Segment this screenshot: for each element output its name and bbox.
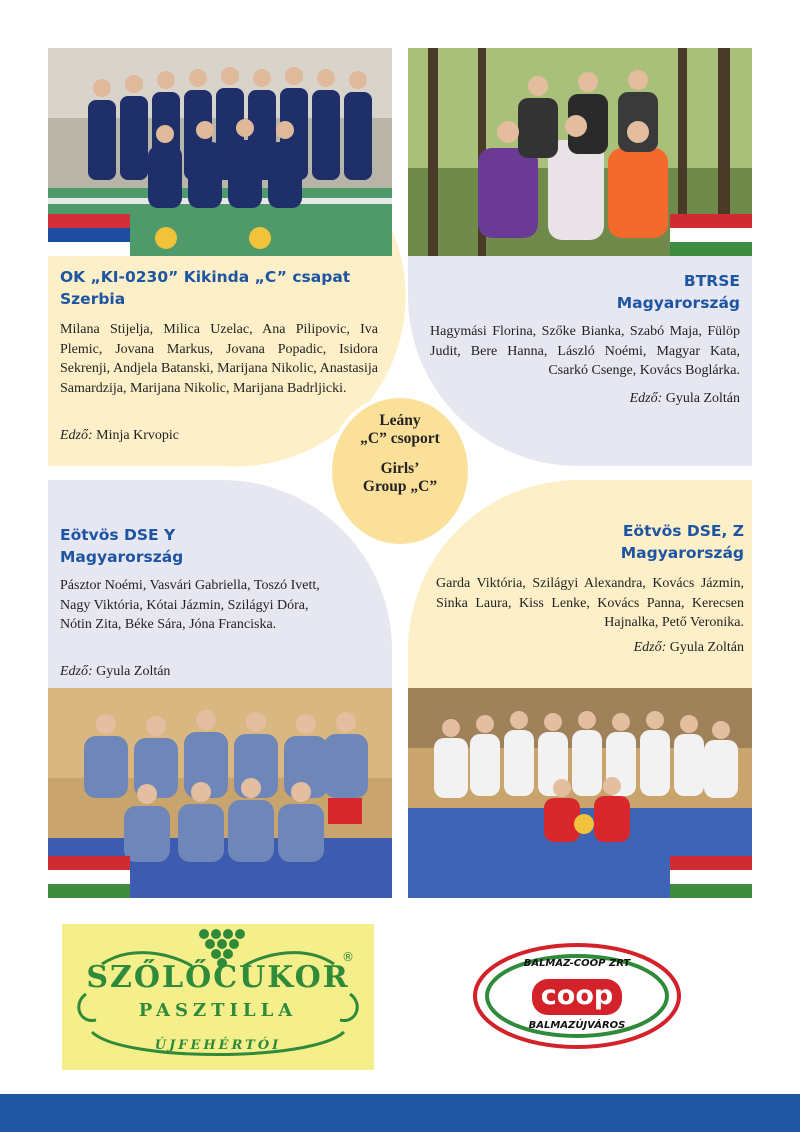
- footer-bar: [0, 1094, 800, 1132]
- team-2-title: [420, 270, 740, 314]
- szolocukor-wordmark: SZŐLŐCUKOR: [86, 960, 350, 995]
- team-2-name: BTRSE: [683, 272, 740, 290]
- hungary-flag-3: [670, 856, 752, 898]
- coach-label: Edző:: [60, 664, 93, 679]
- group-line-3: Girls’: [380, 460, 420, 477]
- team-2-members: Hagymási Florina, Szőke Bianka, Szabó Maja, Fülöp Judit, Bere Hanna, László Noémi, Magyar Kata, Csarkó Csenge, Kovács Boglárka.: [430, 324, 740, 378]
- szolocukor-origin: ÚJFEHÉRTÓI: [154, 1038, 282, 1053]
- coach-name: Gyula Zoltán: [96, 664, 171, 679]
- szolocukor-logo: [62, 924, 374, 1070]
- team-4-name: Eötvös DSE, Z: [622, 522, 744, 540]
- team-4-title: [420, 520, 744, 564]
- group-line-1: Leány: [379, 412, 421, 429]
- coop-top-text: BALMAZ-COOP ZRT: [523, 958, 631, 969]
- group-line-4: Group „C”: [362, 478, 438, 495]
- team-1-coach: [60, 428, 179, 444]
- coop-bottom-text: BALMAZÚJVÁROS: [528, 1020, 626, 1031]
- registered-mark: ®: [342, 950, 354, 964]
- coach-name: Minja Krvopic: [96, 428, 179, 443]
- hungary-flag-2: [48, 856, 130, 898]
- serbia-flag: [48, 214, 130, 256]
- coach-label: Edző:: [633, 640, 667, 655]
- team-4-members: Garda Viktória, Szilágyi Alexandra, Kovács Jázmin, Sinka Laura, Kiss Lenke, Kovács Panna, Kerecsen Hajnalka, Pető Veronika.: [436, 576, 744, 630]
- szolocukor-subtitle: PASZTILLA: [138, 1000, 298, 1021]
- team-2-coach: [420, 391, 740, 407]
- team-3-coach: [60, 664, 170, 680]
- team-3-country: Magyarország: [60, 548, 184, 566]
- team-3-members: Pásztor Noémi, Vasvári Gabriella, Toszó Ivett, Nagy Viktória, Kótai Jázmin, Szilágyi Dóra, Nótin Zita, Béke Sára, Jóna Franciska.: [60, 578, 320, 632]
- coach-name: Gyula Zoltán: [669, 640, 744, 655]
- coach-name: Gyula Zoltán: [665, 391, 740, 406]
- coop-logo: [472, 942, 682, 1050]
- team-3-name: Eötvös DSE Y: [60, 526, 176, 544]
- coach-label: Edző:: [60, 428, 93, 443]
- hungary-flag-1: [670, 214, 752, 256]
- team-1-title: [60, 266, 390, 310]
- coop-brand: coop: [540, 980, 614, 1011]
- team-1-country: Szerbia: [60, 290, 126, 308]
- team-1-name: OK „KI-0230” Kikinda „C” csapat: [60, 268, 351, 286]
- team-4-country: Magyarország: [620, 544, 744, 562]
- team-1-members: Milana Stijelja, Milica Uzelac, Ana Pilipovic, Iva Plemic, Jovana Markus, Jovana Popadic, Isidora Sekrenji, Andjela Batanski, Marijana Nikolic, Anastasija Samardzija, Marijana Nikolic, Marijana Badrljicki.: [60, 322, 378, 396]
- team-2-country: Magyarország: [616, 294, 740, 312]
- team-3-title: [60, 524, 360, 568]
- team-4-coach: [420, 640, 744, 656]
- group-line-2: „C” csoport: [360, 430, 440, 447]
- coach-label: Edző:: [629, 391, 663, 406]
